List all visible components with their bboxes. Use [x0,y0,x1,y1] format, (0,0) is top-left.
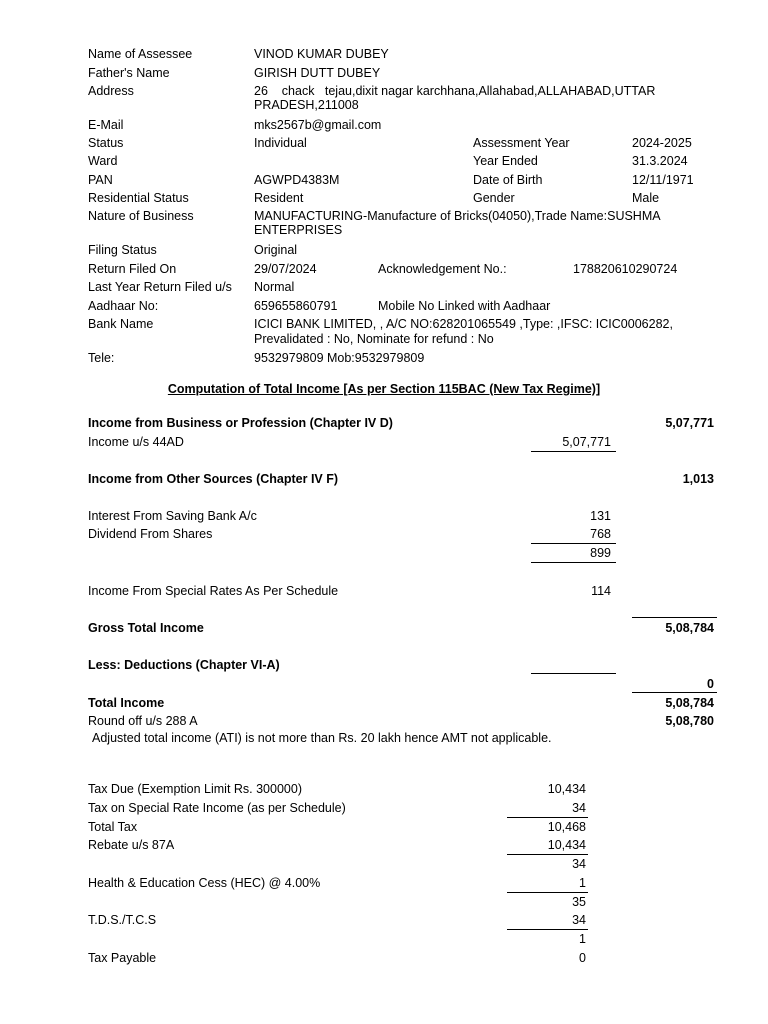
tds-tcs-label: T.D.S./T.C.S [88,913,157,927]
email-value: mks2567b@gmail.com [254,118,382,132]
rebate-label: Rebate u/s 87A [88,838,175,852]
divider [507,892,588,893]
father-label: Father's Name [88,66,170,80]
divider [531,673,616,674]
return-filed-on-value: 29/07/2024 [254,262,317,276]
divider [531,543,616,544]
after-cess-value: 35 [572,895,586,909]
tax-payable-value: 0 [579,951,586,965]
other-sources-subtotal: 899 [590,546,611,560]
email-label: E-Mail [88,118,124,132]
cess-value: 1 [579,876,586,890]
income-44ad-label: Income u/s 44AD [88,435,184,449]
nature-of-business-value: MANUFACTURING-Manufacture of Bricks(04050),Trade Name:SUSHMA ENTERPRISES [254,209,660,237]
tax-payable-label: Tax Payable [88,951,157,965]
name-label: Name of Assessee [88,47,193,61]
deductions-value: 0 [707,677,714,691]
business-income-total: 5,07,771 [665,416,714,430]
filing-status-label: Filing Status [88,243,157,257]
ati-note: Adjusted total income (ATI) is not more than Rs. 20 lakh hence AMT not applicable. [92,731,552,745]
assessment-year-value: 2024-2025 [632,136,692,150]
special-rates-label: Income From Special Rates As Per Schedule [88,584,339,598]
father-value: GIRISH DUTT DUBEY [254,66,381,80]
filing-status-value: Original [254,243,298,257]
last-year-return-value: Normal [254,280,295,294]
dob-label: Date of Birth [473,173,543,187]
residential-status-value: Resident [254,191,304,205]
divider [531,451,616,452]
cess-label: Health & Education Cess (HEC) @ 4.00% [88,876,321,890]
tds-tcs-value: 34 [572,913,586,927]
aadhaar-value: 659655860791 [254,299,338,313]
business-income-heading: Income from Business or Profession (Chapter IV D) [88,416,393,430]
year-ended-label: Year Ended [473,154,538,168]
nature-of-business-label: Nature of Business [88,209,194,223]
bank-name-value: ICICI BANK LIMITED, , A/C NO:628201065549 ,Type: ,IFSC: ICIC0006282, Prevalidated : No, Nominate for refund : No [254,317,673,346]
total-tax-label: Total Tax [88,820,138,834]
residential-status-label: Residential Status [88,191,189,205]
address-value: 26 chack tejau,dixit nagar karchhana,Allahabad,ALLAHABAD,UTTAR PRADESH,211008 [254,84,659,112]
acknowledgement-value: 178820610290724 [573,262,678,276]
status-label: Status [88,136,124,150]
dividend-label: Dividend From Shares [88,527,213,541]
year-ended-value: 31.3.2024 [632,154,688,168]
pan-label: PAN [88,173,113,187]
assessment-year-label: Assessment Year [473,136,570,150]
computation-title: Computation of Total Income [As per Section 115BAC (New Tax Regime)] [167,382,601,396]
divider [632,692,717,693]
mobile-linked-label: Mobile No Linked with Aadhaar [378,299,551,313]
divider [531,562,616,563]
pan-value: AGWPD4383M [254,173,340,187]
tax-special-value: 34 [572,801,586,815]
name-value: VINOD KUMAR DUBEY [254,47,389,61]
tax-due-value: 10,434 [547,782,586,796]
divider [632,617,717,618]
divider [507,817,588,818]
income-44ad-value: 5,07,771 [562,435,611,449]
gender-label: Gender [473,191,515,205]
total-income-value: 5,08,784 [665,696,714,710]
rebate-value: 10,434 [547,838,586,852]
divider [507,929,588,930]
special-rates-value: 114 [591,584,611,598]
gross-total-income-label: Gross Total Income [88,621,204,635]
interest-sb-label: Interest From Saving Bank A/c [88,509,257,523]
round-off-value: 5,08,780 [665,714,714,728]
dividend-value: 768 [590,527,611,541]
total-tax-value: 10,468 [547,820,586,834]
gender-value: Male [632,191,660,205]
tax-special-label: Tax on Special Rate Income (as per Schedule) [88,801,346,815]
status-value: Individual [254,136,307,150]
tele-value: 9532979809 Mob:9532979809 [254,351,425,365]
ward-label: Ward [88,154,118,168]
address-label: Address [88,84,134,98]
last-year-return-label: Last Year Return Filed u/s [88,280,232,294]
tele-label: Tele: [88,351,115,365]
aadhaar-label: Aadhaar No: [88,299,159,313]
acknowledgement-label: Acknowledgement No.: [378,262,507,276]
after-tds-value: 1 [579,932,586,946]
deductions-label: Less: Deductions (Chapter VI-A) [88,658,280,672]
total-income-label: Total Income [88,696,165,710]
bank-name-label: Bank Name [88,317,154,331]
other-sources-heading: Income from Other Sources (Chapter IV F) [88,472,339,486]
divider [507,854,588,855]
after-rebate-value: 34 [572,857,586,871]
dob-value: 12/11/1971 [632,173,694,187]
round-off-label: Round off u/s 288 A [88,714,198,728]
gross-total-income-value: 5,08,784 [665,621,714,635]
interest-sb-value: 131 [590,509,611,523]
return-filed-on-label: Return Filed On [88,262,177,276]
tax-due-label: Tax Due (Exemption Limit Rs. 300000) [88,782,302,796]
other-sources-total: 1,013 [682,472,714,486]
